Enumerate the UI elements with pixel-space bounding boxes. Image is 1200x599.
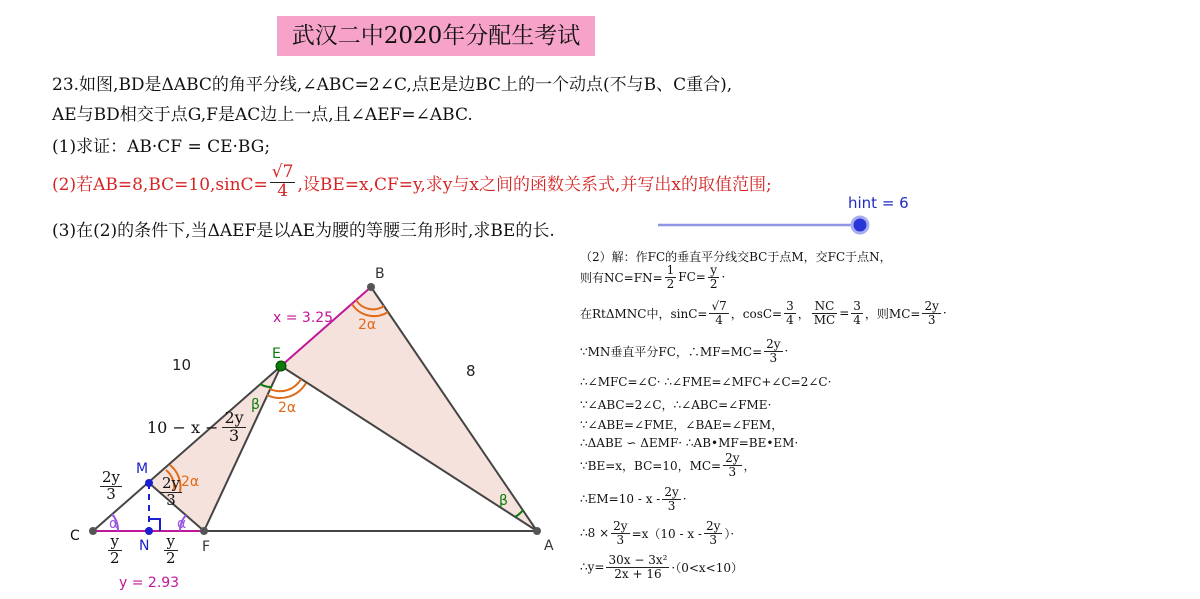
sol-text: ·（0<x<10）	[671, 560, 744, 575]
frac-num: √7	[711, 299, 727, 313]
frac-num: NC	[812, 300, 837, 314]
problem-line-2: AE与BD相交于点G,F是AC边上一点,且∠AEF=∠ABC.	[52, 105, 473, 125]
frac-den: 2	[709, 276, 718, 291]
frac-num: 2y	[162, 474, 181, 492]
label-2alpha-b: 2α	[358, 317, 377, 333]
point-c[interactable]	[89, 527, 97, 535]
frac-num: 2y	[664, 485, 679, 499]
frac-den: 3	[728, 464, 737, 479]
sol-text: ·	[942, 306, 947, 321]
problem-line-1: 23.如图,BD是ΔABC的角平分线,∠ABC=2∠C,点E是边BC上的一个动点(不与B、C重合),	[52, 75, 733, 95]
solution-line-7: ∵∠ABE=∠FME，∠BAE=∠FEM，	[580, 418, 784, 432]
sol-text: ，cosC=	[730, 306, 783, 321]
frac-num: y	[164, 534, 178, 551]
sol-text: ∵BE=x，BC=10，MC=	[580, 458, 722, 473]
frac-num: 2y	[613, 519, 628, 533]
problem-part-1: (1)求证：AB·CF = CE·BG;	[52, 137, 271, 157]
frac-den: 4	[853, 312, 861, 327]
frac-den: 2	[110, 548, 120, 567]
sol-text: ）·	[724, 526, 735, 541]
label-nf-length	[162, 534, 180, 567]
label-x-value: x = 3.25	[273, 310, 334, 326]
label-cn-length	[106, 534, 124, 567]
frac-den: 3	[616, 532, 625, 547]
sol-text: =	[839, 306, 850, 321]
solution-line-8: ∴ΔABE ∽ ΔEMF· ∴AB•MF=BE•EM·	[580, 436, 799, 450]
sol-text: =x（10 - x -	[631, 526, 702, 541]
point-f[interactable]	[200, 527, 208, 535]
sol-text: ∵MN垂直平分FC，∴MF=MC=	[580, 344, 763, 359]
frac-num: 3	[786, 299, 794, 313]
sol-text: ·	[784, 344, 789, 359]
sol-text: ，则MC=	[864, 306, 921, 321]
frac-den: MC	[813, 312, 836, 327]
label-cm-length	[98, 470, 124, 503]
problem-part-3: (3)在(2)的条件下,当ΔAEF是以AE为腰的等腰三角形时,求BE的长.	[52, 221, 555, 241]
label-b: B	[375, 266, 385, 282]
label-beta-e: β	[251, 397, 260, 413]
frac-num: 3	[853, 299, 861, 313]
hint-slider-label: hint = 6	[848, 194, 909, 212]
label-2alpha-m: 2α	[181, 474, 200, 490]
sol-text: 在RtΔMNC中，sinC=	[580, 306, 708, 321]
frac-den: 2	[666, 276, 675, 291]
sol-text: FC=	[678, 270, 706, 285]
frac-num: 30x − 3x²	[608, 553, 668, 567]
point-m[interactable]	[145, 479, 153, 487]
label-a: A	[544, 538, 554, 554]
frac-den: 3	[166, 490, 176, 509]
point-a[interactable]	[533, 527, 541, 535]
label-ab-length: 8	[466, 362, 476, 380]
sol-text: ，	[797, 306, 810, 321]
label-mf-length	[158, 476, 184, 509]
sol-text: ∴EM=10 - x -	[580, 492, 661, 507]
label-alpha-c: α	[109, 516, 119, 532]
label-n: N	[139, 538, 150, 554]
point-n[interactable]	[145, 527, 153, 535]
frac-num: 2y	[102, 468, 121, 486]
frac-den: 3	[228, 425, 240, 445]
sin-c-num: √7	[271, 161, 294, 182]
frac-num: 2y	[766, 337, 781, 351]
frac-den: 3	[769, 350, 778, 365]
frac-den: 4	[786, 312, 794, 327]
label-beta-a: β	[499, 493, 508, 509]
frac-den: 4	[715, 312, 723, 327]
sol-text: ∴8 ×	[580, 526, 610, 541]
sin-c-den: 4	[277, 180, 289, 201]
label-m: M	[136, 461, 149, 477]
frac-den: 2	[166, 548, 176, 567]
sol-text: ，	[743, 458, 756, 473]
label-bc-length: 10	[172, 356, 192, 374]
part2-pre: (2)若AB=8,BC=10,sinC=	[52, 174, 268, 195]
frac-den: 3	[667, 498, 676, 513]
page-title: 武汉二中2020年分配生考试	[277, 16, 595, 56]
label-y-value: y = 2.93	[119, 575, 180, 591]
frac-den: 3	[709, 532, 718, 547]
label-f: F	[202, 539, 211, 555]
label-2alpha-e: 2α	[278, 400, 297, 416]
frac-num: 2y	[705, 519, 721, 533]
frac-num: y	[708, 264, 720, 278]
sol-text: ·	[721, 270, 726, 285]
frac-num: 1	[666, 263, 675, 277]
frac-num: y	[108, 534, 122, 551]
ec-length-prefix: 10 − x −	[147, 417, 219, 437]
label-e: E	[272, 346, 281, 362]
frac-den: 3	[106, 484, 116, 503]
frac-den: 3	[927, 312, 936, 327]
sol-text: ∴y=	[580, 560, 605, 575]
point-b[interactable]	[367, 283, 375, 291]
frac-num: 2y	[224, 408, 244, 427]
label-alpha-f: α	[177, 516, 187, 532]
frac-num: 2y	[924, 299, 939, 313]
part2-post: ,设BE=x,CF=y,求y与x之间的函数关系式,并写出x的取值范围;	[297, 174, 772, 195]
frac-den: 2x + 16	[614, 566, 662, 581]
sol-text: 则有NC=FN=	[580, 270, 663, 285]
solution-line-6: ∵∠ABC=2∠C，∴∠ABC=∠FME·	[580, 398, 772, 412]
label-ec-length	[147, 410, 248, 445]
point-e[interactable]	[276, 361, 286, 371]
frac-num: 2y	[725, 451, 740, 465]
label-c: C	[70, 528, 80, 544]
sol-text: ·	[682, 492, 687, 507]
solution-line-5: ∴∠MFC=∠C· ∴∠FME=∠MFC+∠C=2∠C·	[580, 375, 832, 389]
solution-line-1: （2）解：作FC的垂直平分线交BC于点M，交FC于点N，	[580, 250, 892, 264]
